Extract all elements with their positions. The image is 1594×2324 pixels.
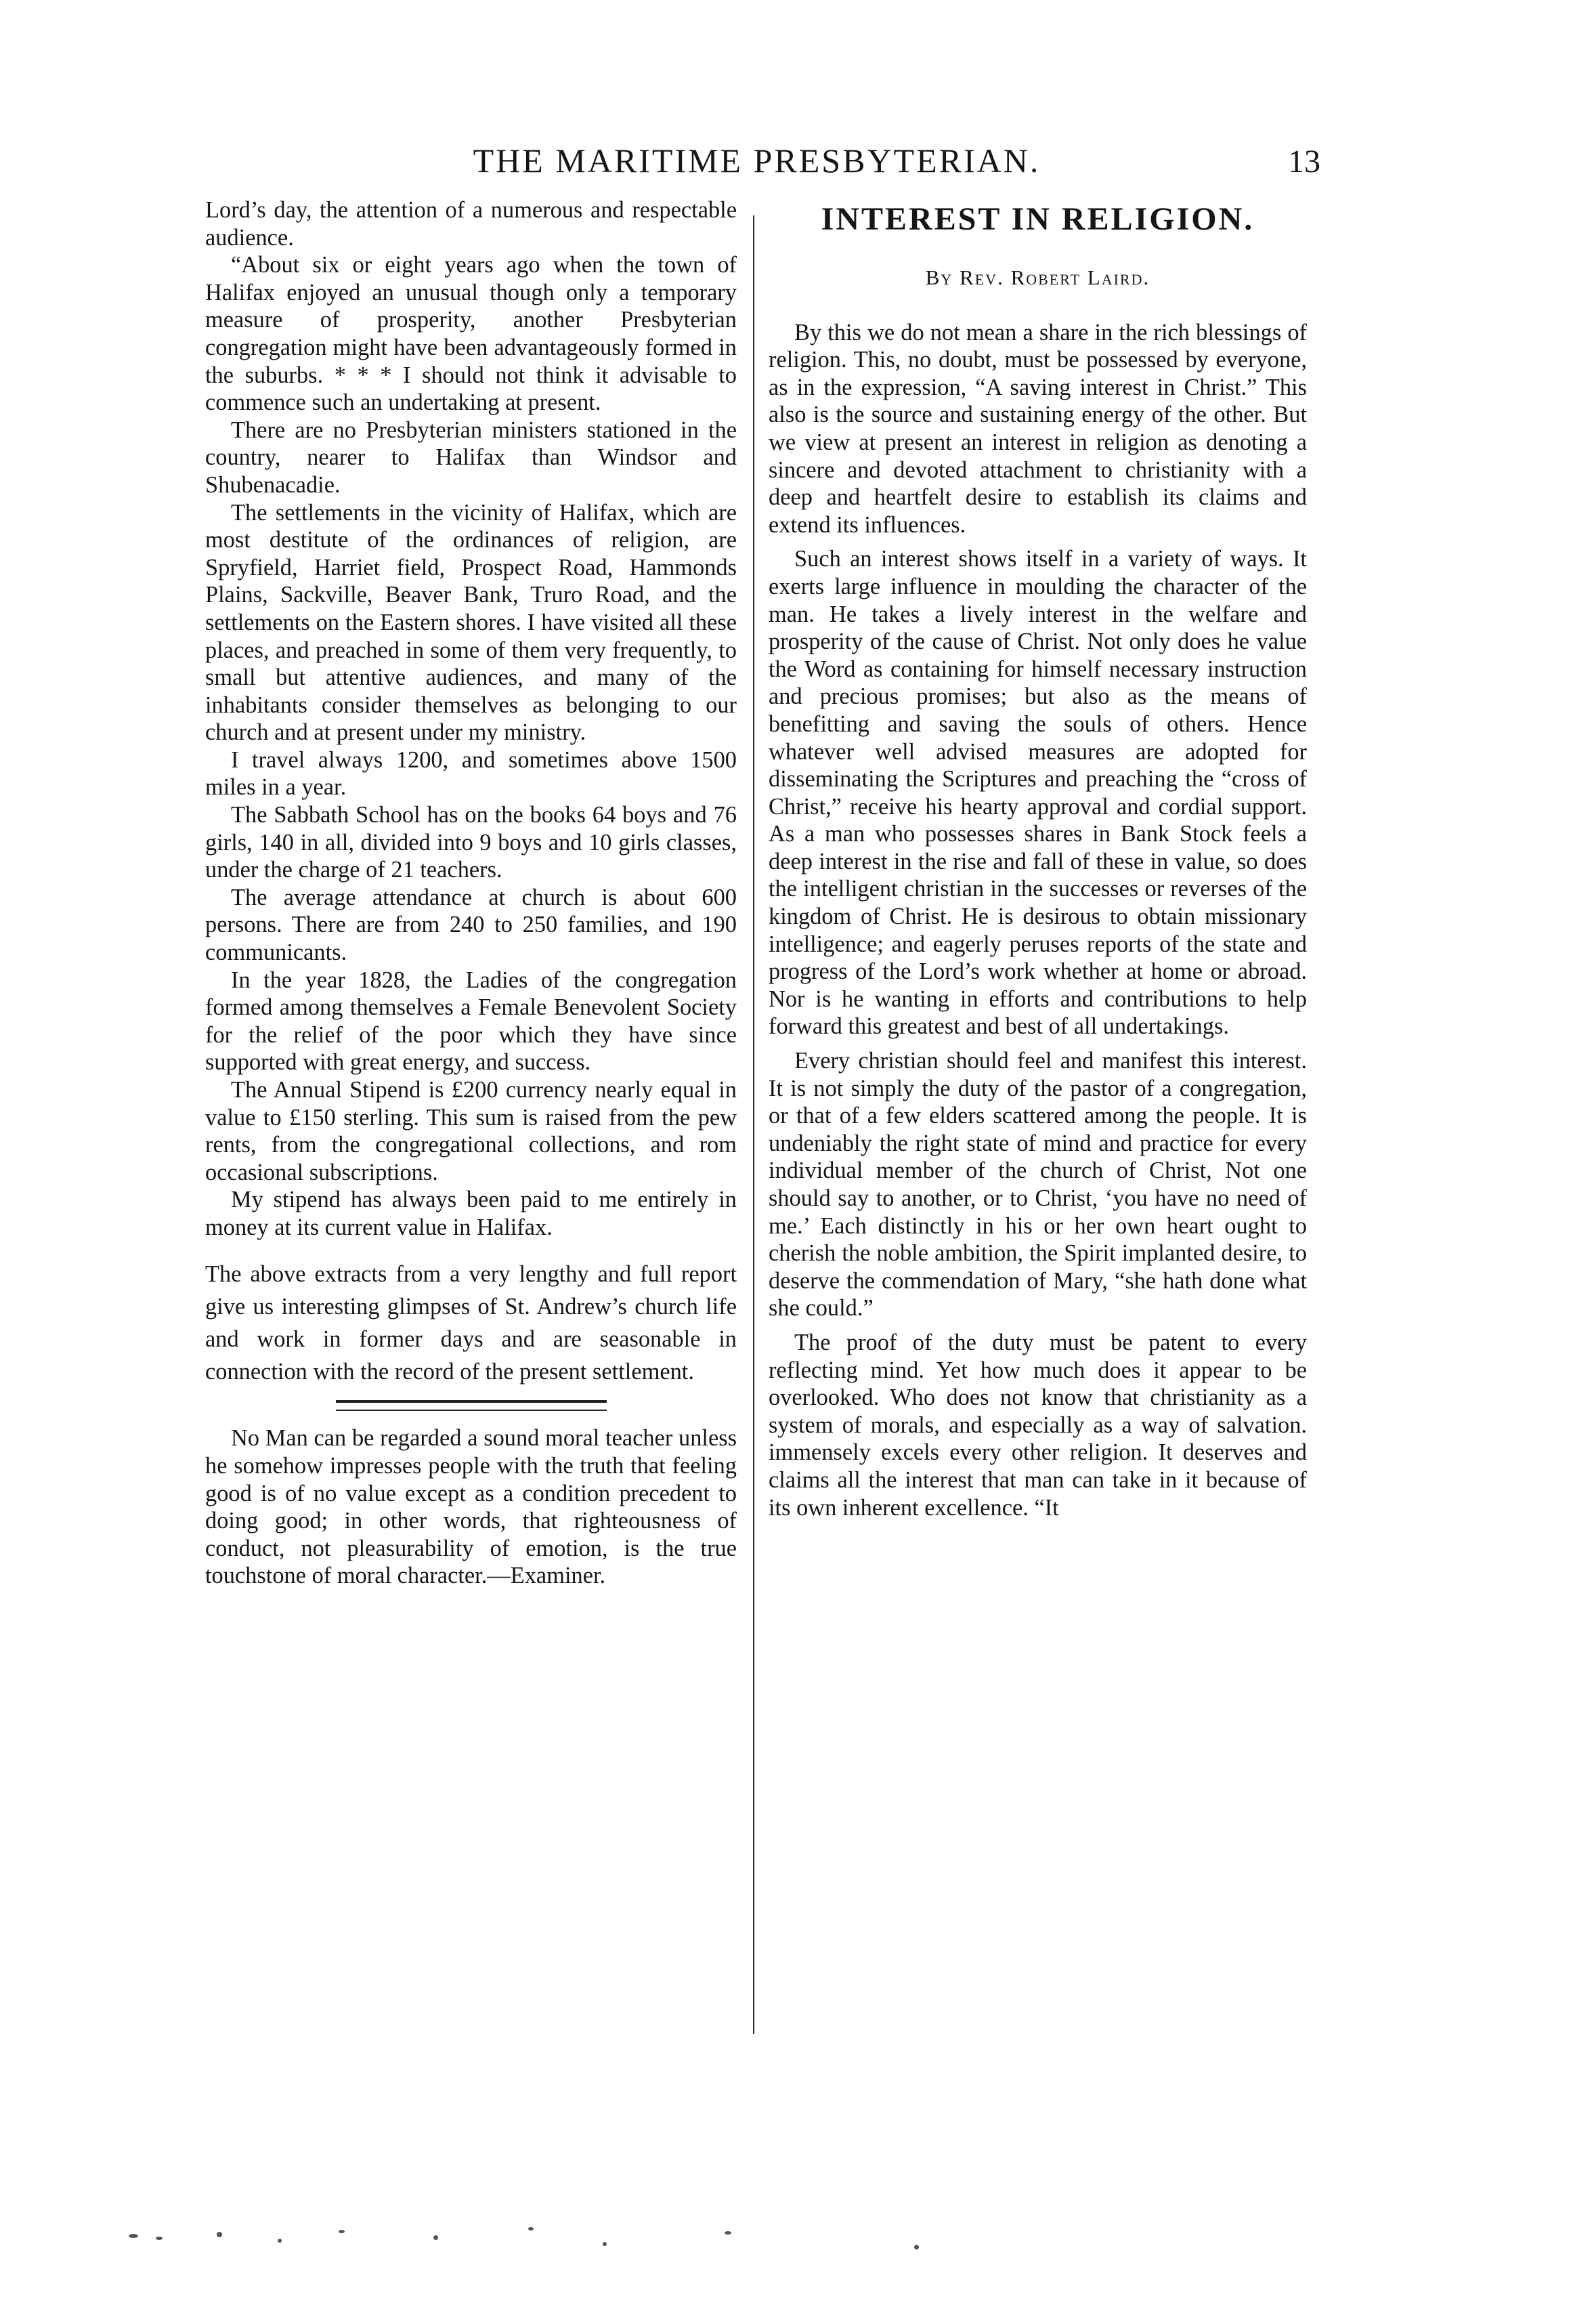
left-column [205,196,737,1590]
quote-paragraph: No Man can be regarded a sound moral teacher unless he somehow impresses people with the truth that feeling good is of no value except as a condition precedent to doing good; in other words, that righteousness of conduct, not pleasurability of emotion, is the true touchstone of moral character.—Examiner. [205,1425,737,1589]
paragraph: Such an interest shows itself in a variety of ways. It exerts large influence in moulding the character of the man. He takes a lively interest in the welfare and prosperity of the cause of Christ. Not only does he value the Word as containing for himself necessary instruction and precious promises; but also as the means of benefitting and saving the souls of others. Hence whatever well advised measures are adopted for disseminating the Scriptures and preaching the “cross of Christ,” receive his hearty approval and cordial support. As a man who possesses shares in Bank Stock feels a deep interest in the rise and fall of these in value, so does the intelligent christian in the successes or reverses of the kingdom of Christ. He is desirous to obtain missionary intelligence; and eagerly peruses reports of the state and progress of the Lord’s work whether at home or abroad. Nor is he wanting in efforts and contributions to help forward this greatest and best of all undertakings. [769,546,1307,1040]
paragraph: Lord’s day, the attention of a numerous and respectable audience. [205,197,737,251]
right-column [769,196,1307,1521]
paragraph: By this we do not mean a share in the rich blessings of religion. This, no doubt, must be possessed by everyone, as in the expression, “A saving interest in Christ.” This also is the source and sustaining energy of the other. But we view at present an interest in religion as denoting a sincere and devoted attachment to christianity with a deep and heartfelt desire to establish its claims and extend its influences. [769,319,1307,538]
publication-title: THE MARITIME PRESBYTERIAN. [473,142,1041,179]
paragraph: I travel always 1200, and sometimes above 1500 miles in a year. [205,746,737,801]
article-byline: By Rev. Robert Laird. [925,266,1150,289]
paragraph: Every christian should feel and manifest this interest. It is not simply the duty of the pastor of a congregation, or that of a few elders scattered among the people. It is undeniably the right state of mind and practice for every individual member of the church of Christ, Not one should say to another, or to Christ, ‘you have no need of me.’ Each distinctly in his or her own heart ought to cherish the noble ambition, the Spirit implanted desire, to deserve the commendation of Mary, “she hath done what she could.” [769,1048,1307,1322]
paragraph: In the year 1828, the Ladies of the congregation formed among themselves a Female Benevolent Society for the relief of the poor which they have since supported with great energy, and success. [205,967,737,1076]
paragraph: The Annual Stipend is £200 currency nearly equal in value to £150 sterling. This sum is raised from the pew rents, from the congregational collections, and rom occasional subscriptions. [205,1077,737,1185]
running-head [193,139,1320,186]
paragraph: The proof of the duty must be patent to every reflecting mind. Yet how much does it appear to be overlooked. Who does not know that christianity as a system of morals, and especially as a way of salvation. immensely excels every other religion. It deserves and claims all the interest that man can take in it because of its own inherent excellence. “It [769,1329,1307,1521]
page-number: 13 [1288,144,1320,179]
paragraph: The settlements in the vicinity of Halifax, which are most destitute of the ordinances of religion, are Spryfield, Harriet field, Prospect Road, Hammonds Plains, Sackville, Beaver Bank, Truro Road, and the settlements on the Eastern shores. I have visited all these places, and preached in some of them very frequently, to small but attentive audiences, and many of the inhabitants consider themselves as belonging to our church and at present under my ministry. [205,499,737,746]
scan-smudge [115,2222,1131,2262]
paragraph: The average attendance at church is about 600 persons. There are from 240 to 250 families, and 190 communicants. [205,884,737,966]
paragraph: There are no Presbyterian ministers stationed in the country, nearer to Halifax than Windsor and Shubenacadie. [205,417,737,498]
section-divider [336,1400,607,1411]
paragraph: The Sabbath School has on the books 64 boys and 76 girls, 140 in all, divided into 9 boys and 10 girls classes, under the charge of 21 teachers. [205,802,737,883]
closing-paragraph: The above extracts from a very lengthy and full report give us interesting glimpses of St. Andrew’s church life and work in former days and are seasonable in connection with the record of the present settlement. [205,1261,737,1385]
paragraph: “About six or eight years ago when the town of Halifax enjoyed an unusual though only a temporary measure of prosperity, another Presbyterian congregation might have been advantageously formed in the suburbs. * * * I should not think it advisable to commence such an undertaking at present. [205,252,737,416]
column-divider [753,215,754,2034]
paragraph: My stipend has always been paid to me entirely in money at its current value in Halifax. [205,1187,737,1240]
article-title: INTEREST IN RELIGION. [821,201,1255,237]
